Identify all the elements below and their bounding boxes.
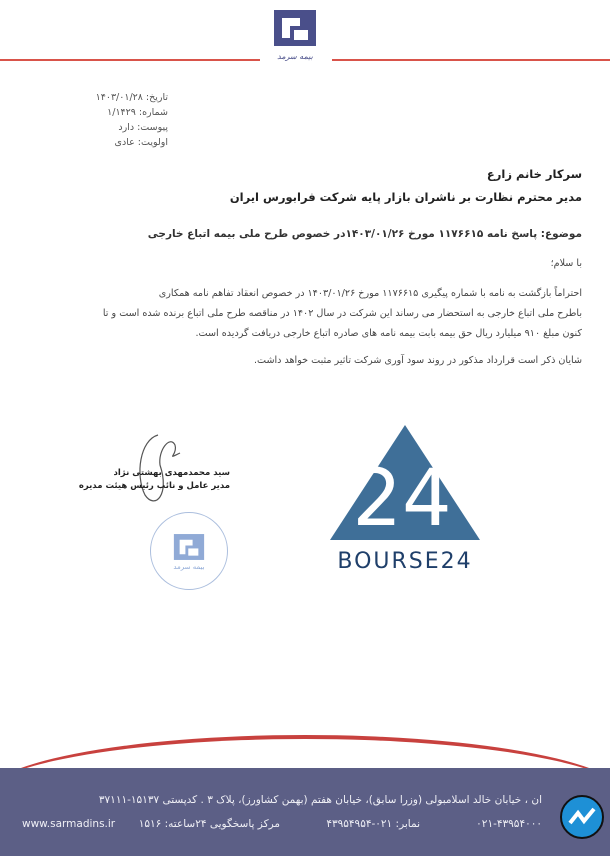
- stamp-logo-icon: [171, 531, 207, 563]
- chart-badge-icon: [560, 795, 604, 839]
- company-logo: [270, 8, 320, 64]
- greeting: با سلام؛: [550, 258, 582, 269]
- watermark-text: BOURSE24: [337, 549, 473, 574]
- stamp-text: بیمه سرمد: [173, 563, 205, 571]
- signatory-name: سید محمدمهدی بهشتی نژاد: [113, 468, 230, 478]
- company-stamp: [150, 512, 228, 590]
- footer-support: مرکز پاسخگویی ۲۴ساعته: ۱۵۱۶: [138, 818, 280, 830]
- letter-priority: اولویت: عادی: [114, 137, 168, 148]
- footer-website[interactable]: www.sarmadins.ir: [22, 818, 116, 830]
- letter-attachment: پیوست: دارد: [118, 122, 168, 133]
- footer-address: ان ، خیابان خالد اسلامبولی (وزرا سابق)، خیابان هفتم (بهمن کشاورز)، پلاک ۳ . کدپستی ۱۵۱۳۷-۳۷۱۱۱: [98, 794, 542, 806]
- signatory-role: مدیر عامل و نائب رئیس هیئت مدیره: [78, 481, 230, 491]
- bourse24-triangle-icon: [330, 425, 480, 545]
- body-line: کنون مبلغ ۹۱۰ میلیارد ریال حق بیمه بابت بیمه نامه های صادره اتباع خارجی دریافت گردیده است.: [195, 328, 582, 339]
- header-rule-right: [332, 59, 610, 61]
- recipient-title: مدیر محترم نظارت بر ناشران بازار پایه شرکت فرابورس ایران: [229, 190, 582, 204]
- letter-subject: موضوع: پاسخ نامه ۱۱۷۶۶۱۵ مورخ ۱۴۰۳/۰۱/۲۶در خصوص طرح ملی بیمه اتباع خارجی: [147, 228, 582, 240]
- recipient-name: سرکار خانم زارع: [486, 167, 582, 181]
- bourse24-watermark: [330, 425, 480, 575]
- body-line: باطرح ملی اتباع خارجی به استحضار می رساند این شرکت در سال ۱۴۰۲ در مناقصه طرح ملی اتباع برنده شده است و تا: [102, 308, 582, 319]
- letter-date: تاریخ: ۱۴۰۳/۰۱/۲۸: [95, 92, 168, 103]
- letter-number: شماره: ۱/۱۴۲۹: [107, 107, 168, 118]
- logo-text: بیمه سرمد: [277, 52, 313, 61]
- sarmad-logo-icon: [270, 8, 320, 48]
- watermark-mark: 24: [352, 454, 452, 544]
- body-line: احتراماً بازگشت به نامه با شماره پیگیری ۱۱۷۶۶۱۵ مورخ ۱۴۰۳/۰۱/۲۶ در خصوص انعقاد تفاهم نامه همکاری: [158, 288, 582, 299]
- letter-meta: [68, 90, 168, 150]
- body-line: شایان ذکر است قرارداد مذکور در روند سود آوری شرکت تاثیر مثبت خواهد داشت.: [253, 355, 582, 366]
- footer-fax: نمابر: ۰۲۱-۴۳۹۵۴۹۵۴: [326, 818, 420, 830]
- header-rule-left: [0, 59, 260, 61]
- letter-footer: [0, 768, 610, 856]
- footer-phone: ۰۲۱-۴۳۹۵۴۰۰۰: [476, 818, 542, 830]
